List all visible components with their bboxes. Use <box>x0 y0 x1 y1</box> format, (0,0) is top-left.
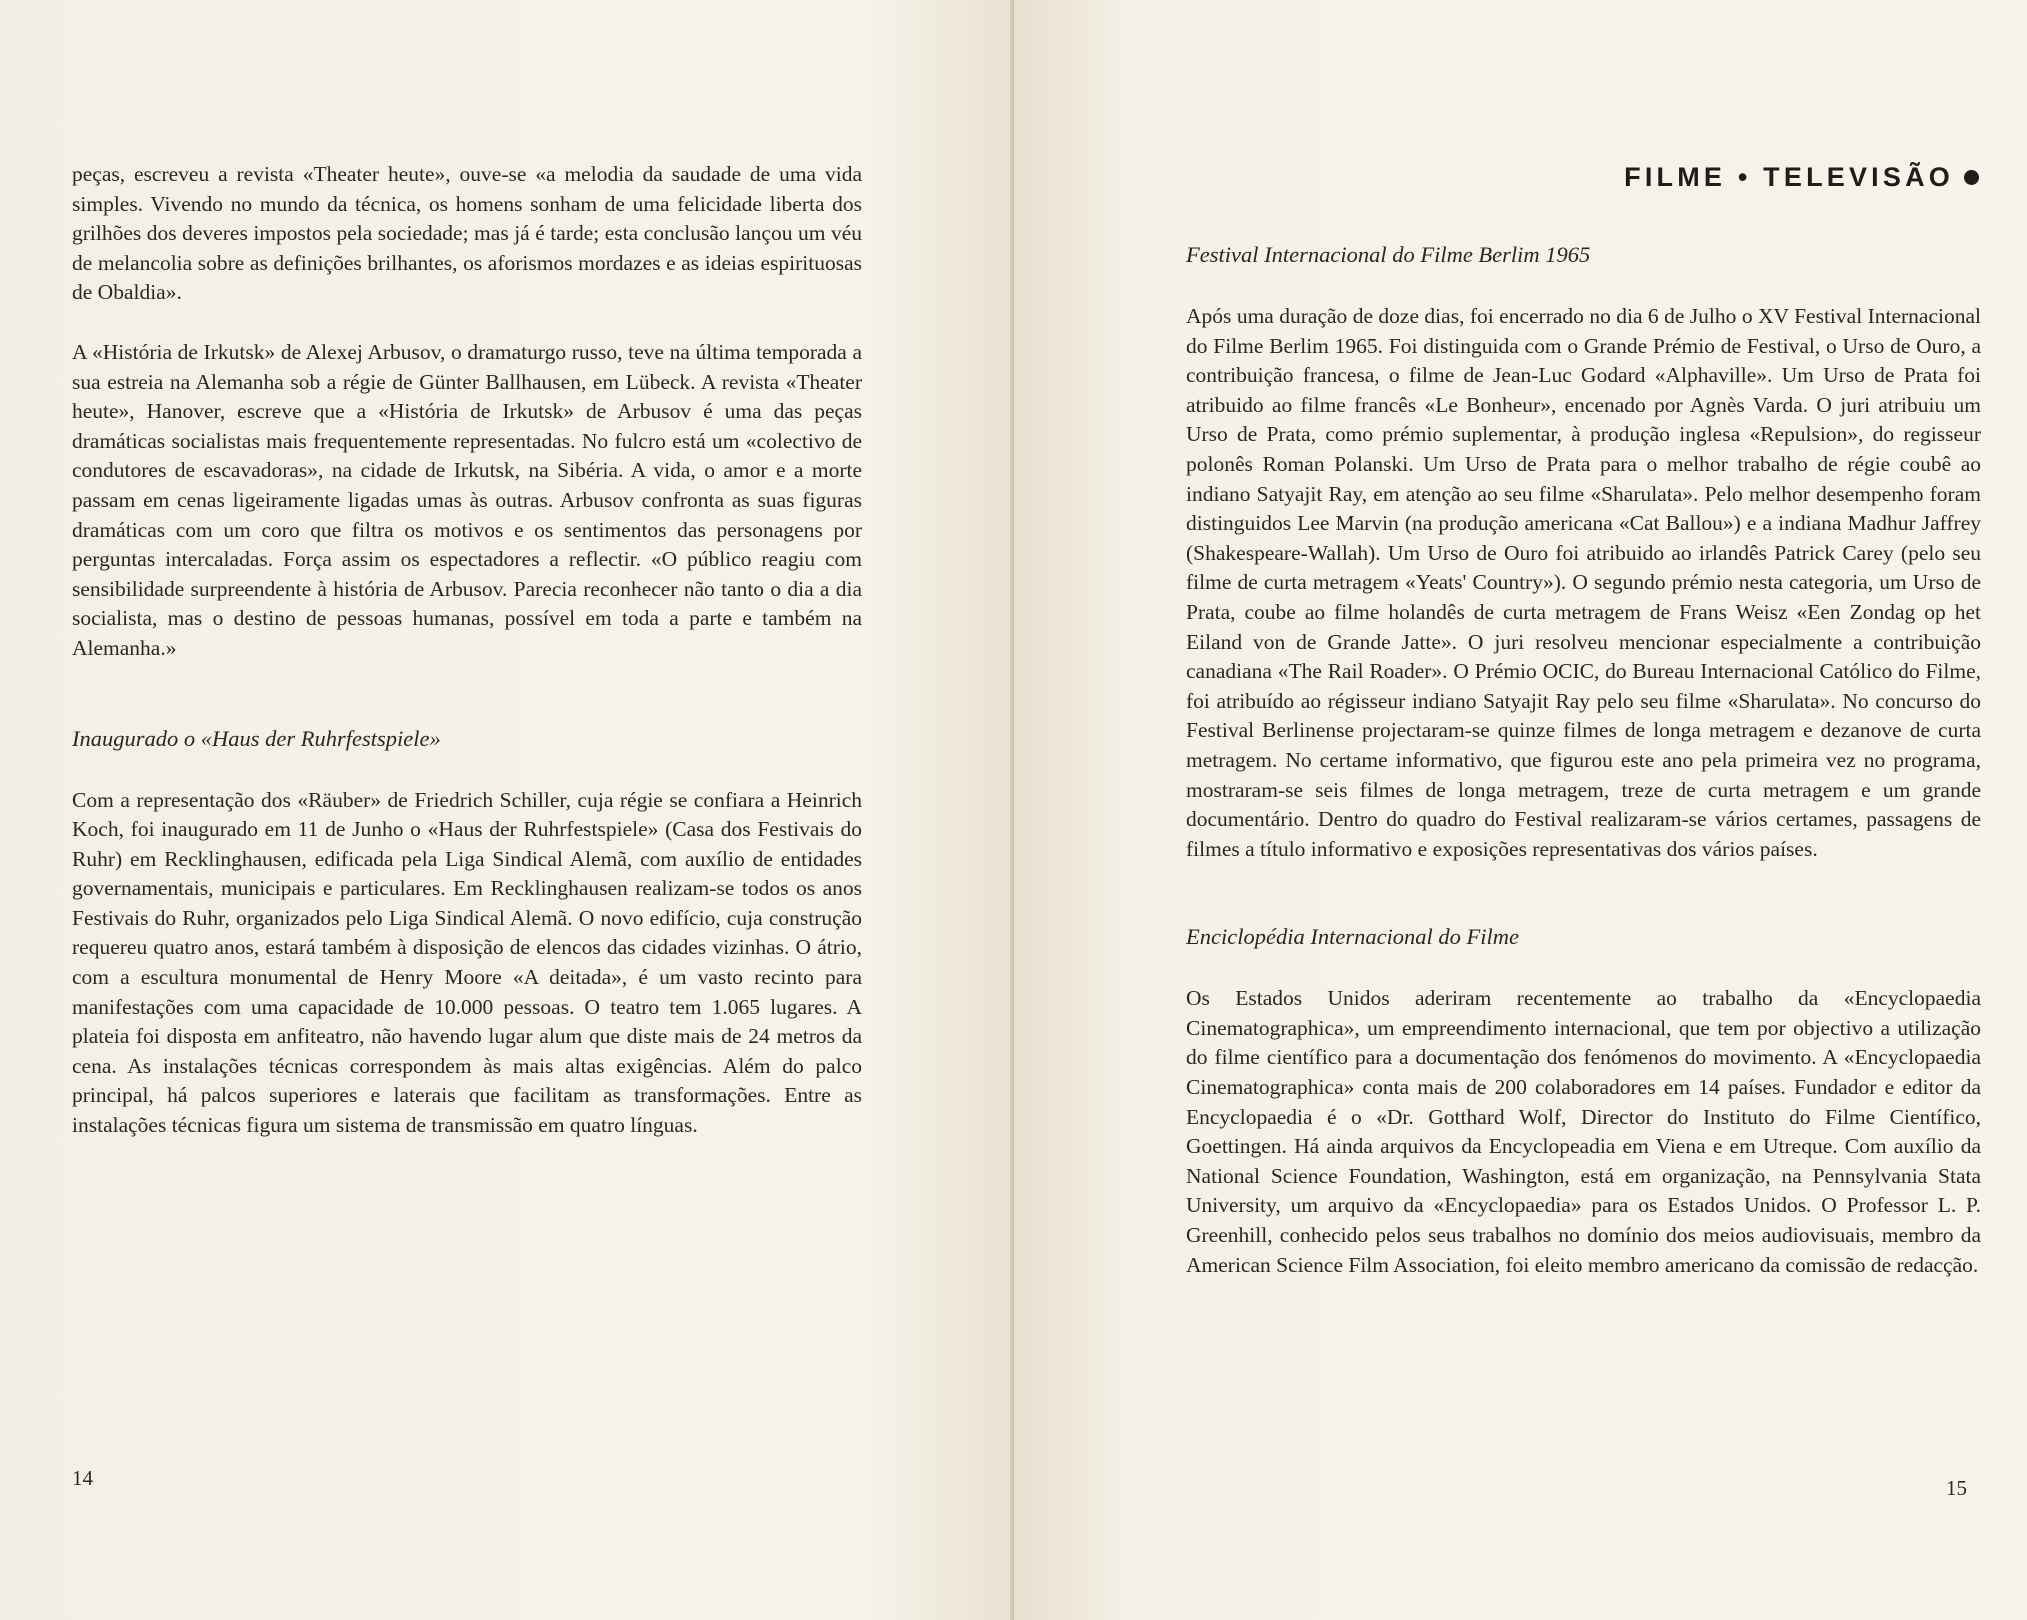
paragraph-irkutsk: A «História de Irkutsk» de Alexej Arbusov, o dramaturgo russo, teve na última temporada a sua estreia na Alemanha sob a régie de Günter Ballhausen, em Lübeck. A revista «Theater heute», Hanover, escreve que a «História de Irkutsk» de Arbusov é uma das peças dramáticas socialistas mais frequentemente representadas. No fulcro está um «colectivo de condutores de escavadoras», na cidade de Irkutsk, na Sibéria. A vida, o amor e a morte passam em cenas ligeiramente ligadas umas às outras. Arbusov confronta as suas figuras dramáticas com um coro que filtra os motivos e os sentimentos das personagens por perguntas intercaladas. Força assim os espectadores a reflectir. «O público reagiu com sensibilidade surpreendente à história de Arbusov. Parecia reconhecer não tanto o dia a dia socialista, mas o destino de pessoas humanas, possível em toda a parte e também na Alemanha.» <box>72 339 862 660</box>
left-text-column <box>72 160 862 1141</box>
right-page <box>1014 0 2027 1620</box>
article-text-enciclopedia: Os Estados Unidos aderiram recentemente ao trabalho da «Encyclopaedia Cinematographica», um empreendimento internacional, que tem por objectivo a utilização do filme científico para a documentação dos fenómenos do movimento. A «Encyclopaedia Cinematographica» conta mais de 200 colaboradores em 14 países. Fundador e editor da Encyclopaedia é o «Dr. Gotthard Wolf, Director do Instituto do Filme Científico, Goettingen. Há ainda arquivos da Encyclopeadia em Viena e em Utreque. Com auxílio da National Science Foundation, Washington, está em organização, na Pennsylvania Stata University, um arquivo da «Encyclopaedia» para os Estados Unidos. O Professor L. P. Greenhill, conhecido pelos seus trabalhos no domínio dos meios audiovisuais, membro da American Science Film Association, foi eleito membro americano da comissão de redacção. <box>1186 986 1981 1277</box>
section-header-label: FILME • TELEVISÃO <box>1624 162 1954 192</box>
page-number-right: 15 <box>1946 1476 1967 1500</box>
article-title-enciclopedia: Enciclopédia Internacional do Filme <box>1186 924 1520 950</box>
article-title-festival: Festival Internacional do Filme Berlim 1965 <box>1186 242 1591 267</box>
right-text-column <box>1186 240 1981 1280</box>
paragraph-ruhrfestspiele: Com a representação dos «Räuber» de Friedrich Schiller, cuja régie se confiara a Heinrich Koch, foi inaugurado em 11 de Junho o «Haus der Ruhrfestspiele» (Casa dos Festivais do Ruhr) em Recklinghausen, edificada pela Liga Sindical Alemã, com auxílio de entidades governamentais, municipais e particulares. Em Recklinghausen realizam-se todos os anos Festivais do Ruhr, organizados pelo Liga Sindical Alemã. O novo edifício, cuja construção requereu quatro anos, estará também à disposição de elencos das cidades vizinhas. O átrio, com a escultura monumental de Henry Moore «A deitada», é um vasto recinto para manifestações com uma capacidade de 10.000 pessoas. O teatro tem 1.065 lugares. A plateia foi disposta em anfiteatro, não havendo lugar alum que diste mais de 24 metros da cena. As instalações técnicas correspondem às mais altas exigências. Além do palco principal, há palcos superiores e laterais que facilitam as transformações. Entre as instalações técnicas figura um sistema de transmissão em quatro línguas. <box>72 787 862 1138</box>
bullet-icon <box>1964 170 1979 185</box>
article-text-festival: Após uma duração de doze dias, foi encerrado no dia 6 de Julho o XV Festival Internacional do Filme Berlim 1965. Foi distinguida com o Grande Prémio de Festival, o Urso de Ouro, a contribuição francesa, o filme de Jean-Luc Godard «Alphaville». Um Urso de Prata foi atribuido ao filme francês «Le Bonheur», encenado por Agnès Varda. O juri atribuiu um Urso de Prata, como prémio suplementar, à produção inglesa «Repulsion», do regisseur polonês Roman Polanski. Um Urso de Prata para o melhor trabalho de régie coubê ao indiano Satyajit Ray, em atenção ao seu filme «Sharulata». Pelo melhor desempenho foram distinguidos Lee Marvin (na produção americana «Cat Ballou») e a indiana Madhur Jaffrey (Shakespeare-Wallah). Um Urso de Ouro foi atribuido ao irlandês Patrick Carey (pelo seu filme de curta metragem «Yeats' Country»). O segundo prémio nesta categoria, um Urso de Prata, coube ao filme holandês de curta metragem de Frans Weisz «Een Zondag op het Eiland von de Grande Jatte». O juri resolveu mencionar especialmente a contribuição canadiana «The Rail Roader». O Prémio OCIC, do Bureau Internacional Católico do Filme, foi atribuído ao régisseur indiano Satyajit Ray pelo seu filme «Sharulata». No concurso do Festival Berlinense projectaram-se quinze filmes de longa metragem e dezanove de curta metragem. No certame informativo, que figurou este ano pela primeira vez no programa, mostraram-se seis filmes de longa metragem, treze de curta metragem e um grande documentário. Dentro do quadro do Festival realizaram-se vários certames, passagens de filmes a título informativo e exposições representativas dos vários países. <box>1186 304 1981 861</box>
page-number-left: 14 <box>72 1466 93 1490</box>
section-title-ruhrfestspiele: Inaugurado o «Haus der Ruhrfestspiele» <box>72 725 441 751</box>
section-header <box>1624 162 1979 193</box>
paragraph-obaldia: peças, escreveu a revista «Theater heute», ouve-se «a melodia da saudade de uma vida simples. Vivendo no mundo da técnica, os homens sonham de uma felicidade liberta dos grilhões dos deveres impostos pela sociedade; mas já é tarde; esta conclusão lançou um véu de melancolia sobre as definições brilhantes, os aforismos mordazes e as ideias espirituosas de Obaldia». <box>72 162 862 305</box>
